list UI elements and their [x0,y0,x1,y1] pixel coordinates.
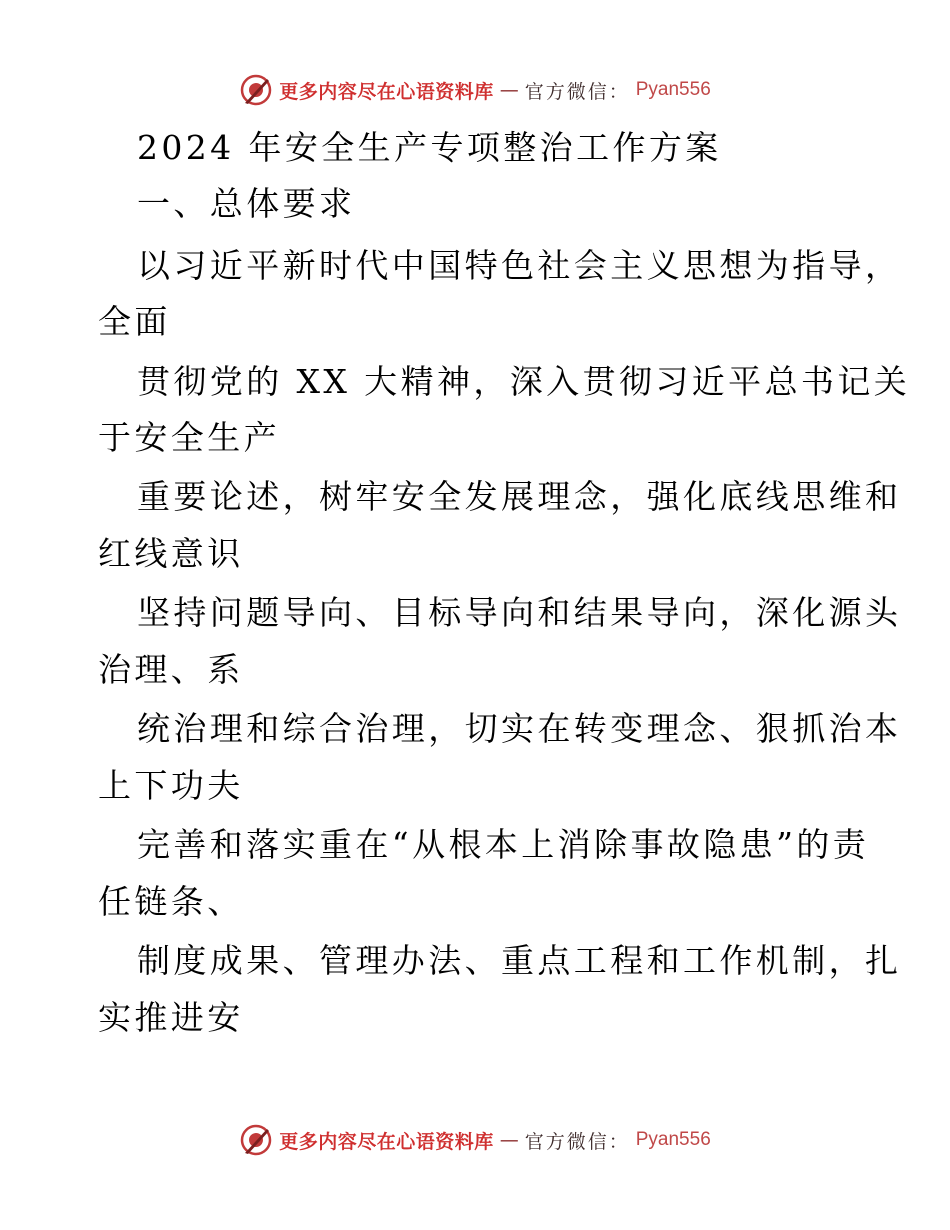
paragraph-line: 任链条、 [98,882,244,921]
paragraph-line: 完善和落实重在“从根本上消除事故隐患”的责 [137,825,870,864]
paragraph-line: 实推进安 [98,998,244,1037]
banner-main-text: 更多内容尽在心语资料库 [279,1130,494,1153]
paragraph-line: 重要论述，树牢安全发展理念，强化底线思维和 [137,477,902,516]
header-banner [0,70,950,110]
quill-logo-icon [239,1123,273,1157]
banner-wechat-label: 官方微信： [524,1130,630,1153]
paragraph-line: 制度成果、管理办法、重点工程和工作机制，扎 [137,941,902,980]
paragraph-line: 统治理和综合治理，切实在转变理念、狠抓治本 [137,709,902,748]
paragraph-line: 以习近平新时代中国特色社会主义思想为指导， [137,246,902,285]
section-heading: 一、总体要求 [137,184,356,223]
document-title: 2024 年安全生产专项整治工作方案 [137,128,722,167]
paragraph-line: 红线意识 [98,534,244,573]
banner-wechat-id: Pyan556 [635,1129,711,1150]
banner-main-text: 更多内容尽在心语资料库 [279,80,494,103]
paragraph-line: 贯彻党的 XX 大精神，深入贯彻习近平总书记关 [137,362,911,401]
banner-wechat-label: 官方微信： [524,80,630,103]
paragraph-line: 全面 [98,302,171,341]
paragraph-line: 于安全生产 [98,418,280,457]
paragraph-line: 治理、系 [98,650,244,689]
footer-banner [0,1120,950,1160]
paragraph-line: 坚持问题导向、目标导向和结果导向，深化源头 [137,593,902,632]
paragraph-line: 上下功夫 [98,766,244,805]
banner-dash: — [499,79,519,101]
banner-wechat-id: Pyan556 [635,79,711,100]
quill-logo-icon [239,73,273,107]
banner-dash: — [499,1129,519,1151]
